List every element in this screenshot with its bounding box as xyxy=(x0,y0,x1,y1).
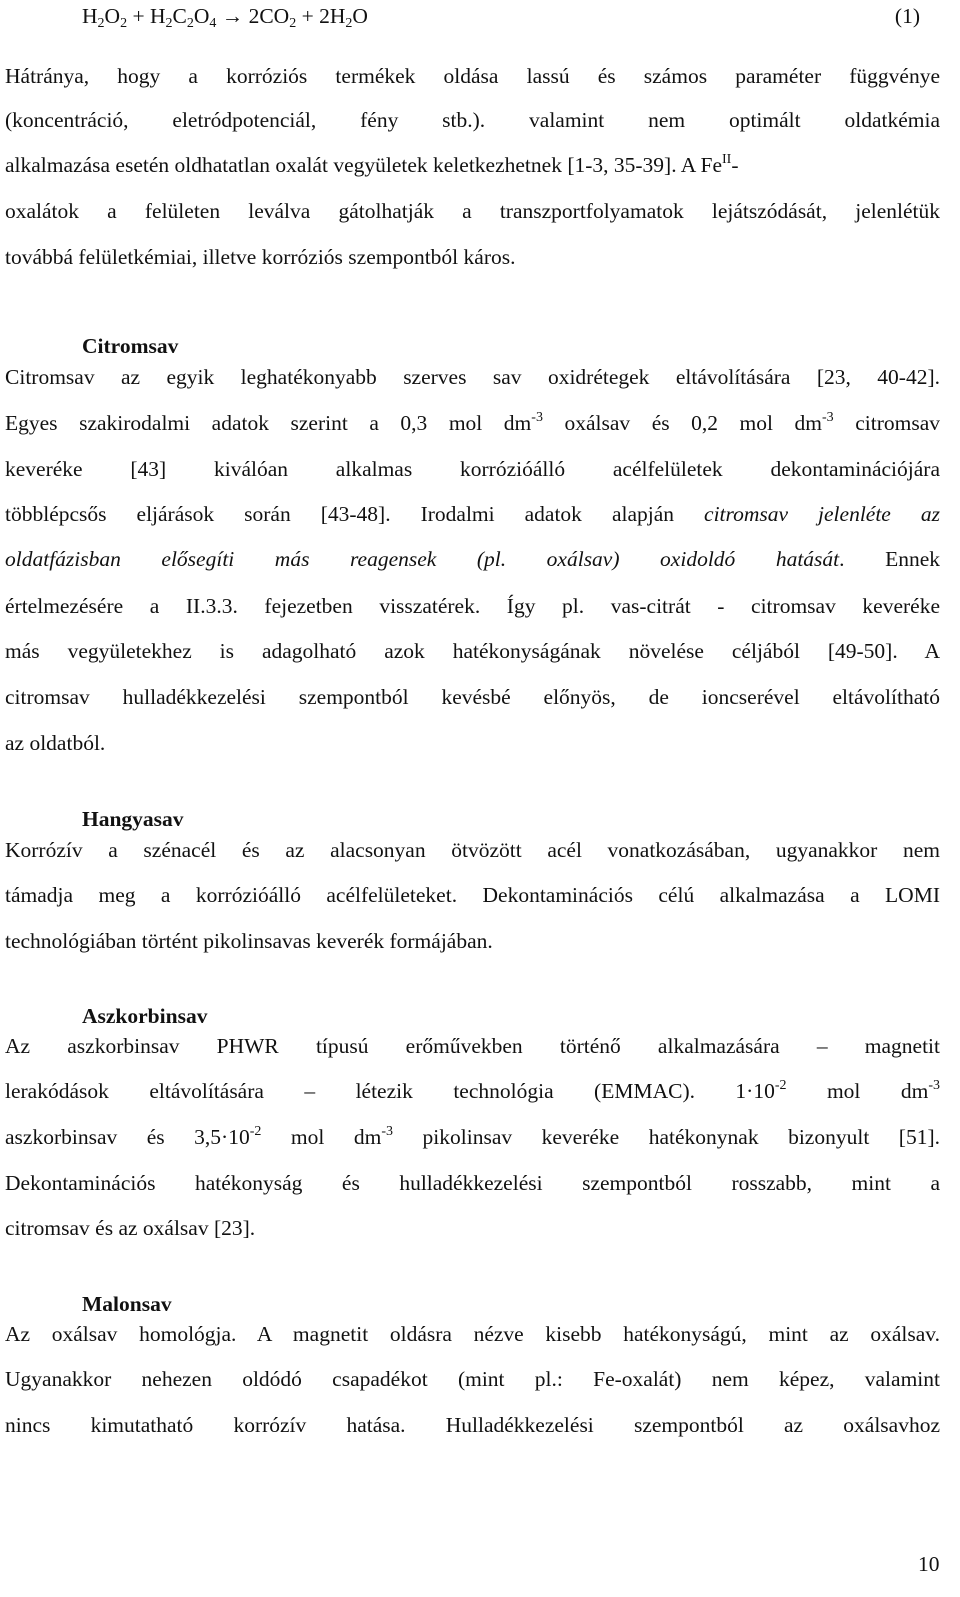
intro-line-3: alkalmazása esetén oldhatatlan oxalát vegyületek keletkezhetnek [1-3, 35-39]. A $Fe^{II}-$ xyxy=(5,152,739,177)
heading-hangyasav: Hangyasav xyxy=(82,807,184,831)
citromsav-line-9: az oldatból. xyxy=(5,731,106,755)
malonsav-line-3: nincs kimutatható korrózív hatása. Hulladékkezelési szempontból az oxálsavhoz xyxy=(5,1413,940,1437)
citromsav-line-7: más vegyületekhez is adagolható azok hatékonyságának növelése céljából [49-50]. A xyxy=(5,639,940,663)
aszkorbinsav-line-1: Az aszkorbinsav PHWR típusú erőművekben történő alkalmazására – magnetit xyxy=(5,1034,940,1058)
citromsav-line-6: értelmezésére a II.3.3. fejezetben visszatérek. Így pl. vas-citrát - citromsav keveréke xyxy=(5,594,940,618)
intro-line-4: oxalátok a felületen leválva gátolhatják a transzportfolyamatok lejátszódását, jelenlétük xyxy=(5,199,940,223)
aszkorbinsav-line-5: citromsav és az oxálsav [23]. xyxy=(5,1216,256,1240)
heading-malonsav: Malonsav xyxy=(82,1292,172,1316)
malonsav-line-1: Az oxálsav homológja. A magnetit oldásra nézve kisebb hatékonyságú, mint az oxálsav. xyxy=(5,1322,940,1346)
citromsav-line-1: Citromsav az egyik leghatékonyabb szerves sav oxidrétegek eltávolítására [23, 40-42]. xyxy=(5,365,940,389)
hangyasav-line-1: Korrózív a szénacél és az alacsonyan ötvözött acél vonatkozásában, ugyanakkor nem xyxy=(5,838,940,862)
malonsav-line-2: Ugyanakkor nehezen oldódó csapadékot (mint pl.: Fe-oxalát) nem képez, valamint xyxy=(5,1367,940,1391)
hangyasav-line-3: technológiában történt pikolinsavas keverék formájában. xyxy=(5,929,493,953)
equation-number: (1) xyxy=(894,4,920,28)
aszkorbinsav-line-3: aszkorbinsav és $3,5\cdot 10^{-2}$ mol $dm^{-3}$ pikolinsav keveréke hatékonynak bizonyult [51]. xyxy=(5,1124,940,1149)
citromsav-line-5: oldatfázisban elősegíti más reagensek (pl. oxálsav) oxidoldó hatását. Ennek xyxy=(5,547,940,571)
chemical-equation xyxy=(82,2,940,30)
equation-text: $H_2O_2 + H_2C_2O_4 \to 2CO_2 + 2H_2O$ xyxy=(82,4,368,31)
citromsav-line-3: keveréke [43] kiválóan alkalmas korrózióálló acélfelületek dekontaminációjára xyxy=(5,457,940,481)
citromsav-line-8: citromsav hulladékkezelési szempontból kevésbé előnyös, de ioncserével eltávolítható xyxy=(5,685,940,709)
citromsav-line-2: Egyes szakirodalmi adatok szerint a 0,3 mol $dm^{-3}$ oxálsav és 0,2 mol $dm^{-3}$ citromsav xyxy=(5,410,940,435)
hangyasav-line-2: támadja meg a korrózióálló acélfelületeket. Dekontaminációs célú alkalmazása a LOMI xyxy=(5,883,940,907)
heading-aszkorbinsav: Aszkorbinsav xyxy=(82,1004,208,1028)
intro-line-5: továbbá felületkémiai, illetve korróziós szempontból káros. xyxy=(5,245,516,269)
heading-citromsav: Citromsav xyxy=(82,334,179,358)
citromsav-line-4: többlépcsős eljárások során [43-48]. Irodalmi adatok alapján citromsav jelenléte az xyxy=(5,502,940,526)
aszkorbinsav-line-4: Dekontaminációs hatékonyság és hulladékkezelési szempontból rosszabb, mint a xyxy=(5,1171,940,1195)
intro-line-1: Hátránya, hogy a korróziós termékek oldása lassú és számos paraméter függvénye xyxy=(5,64,940,88)
intro-line-2: (koncentráció, eletródpotenciál, fény stb.). valamint nem optimált oldatkémia xyxy=(5,108,940,132)
page-number: 10 xyxy=(918,1552,940,1576)
aszkorbinsav-line-2: lerakódások eltávolítására – létezik technológia (EMMAC). $1\cdot 10^{-2}$ mol $dm^{-3}$ xyxy=(5,1078,940,1103)
